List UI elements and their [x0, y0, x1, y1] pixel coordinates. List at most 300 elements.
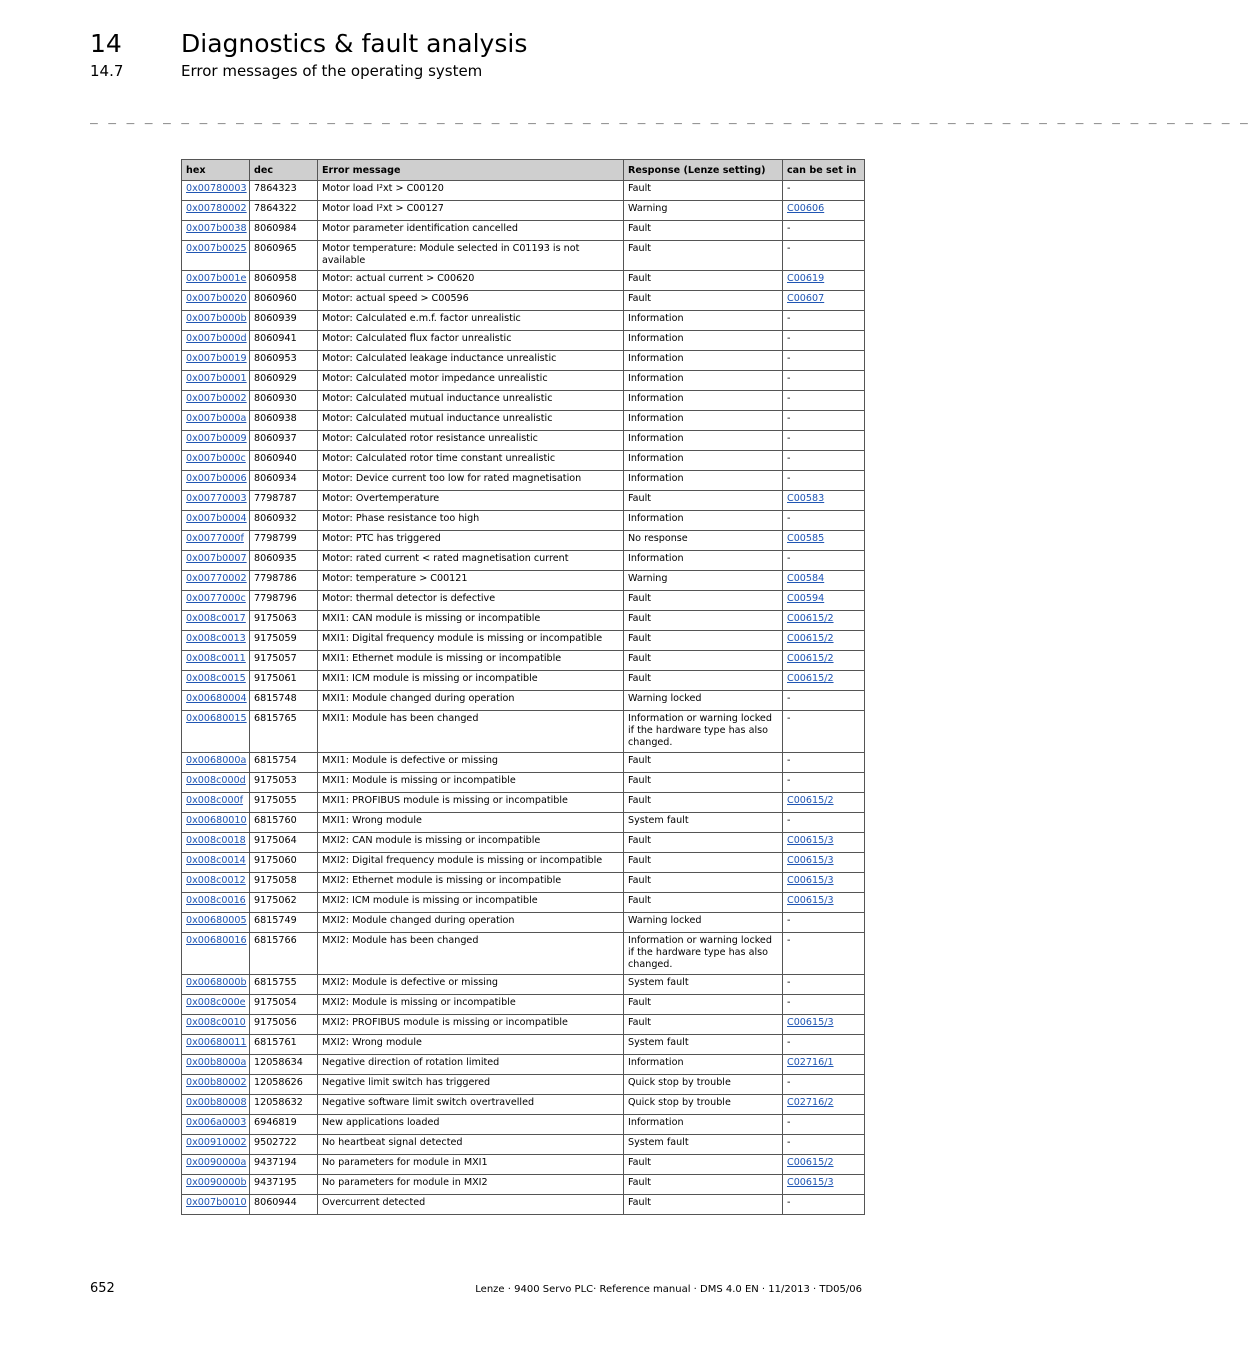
- response-cell: Fault: [624, 611, 783, 631]
- hex-cell: [182, 773, 250, 793]
- hex-cell: [182, 611, 250, 631]
- response-cell: Information: [624, 431, 783, 451]
- error-code-link[interactable]: 0x007b0019: [186, 353, 247, 364]
- parameter-link[interactable]: C00615/2: [787, 633, 834, 644]
- response-cell: Fault: [624, 893, 783, 913]
- can-be-set-in-cell: [783, 201, 865, 221]
- error-code-link[interactable]: 0x007b0007: [186, 553, 247, 564]
- error-message-cell: MXI1: CAN module is missing or incompatible: [318, 611, 624, 631]
- response-cell: No response: [624, 531, 783, 551]
- error-message-cell: MXI2: Ethernet module is missing or incompatible: [318, 873, 624, 893]
- error-message-cell: Negative direction of rotation limited: [318, 1055, 624, 1075]
- hex-cell: [182, 431, 250, 451]
- error-message-cell: Negative limit switch has triggered: [318, 1075, 624, 1095]
- error-message-cell: Motor: Overtemperature: [318, 491, 624, 511]
- error-code-link[interactable]: 0x00680015: [186, 713, 247, 724]
- error-code-link[interactable]: 0x007b000d: [186, 333, 247, 344]
- error-code-link[interactable]: 0x007b0001: [186, 373, 247, 384]
- can-be-set-in-cell: [783, 591, 865, 611]
- error-code-link[interactable]: 0x00680005: [186, 915, 247, 926]
- parameter-link[interactable]: C00619: [787, 273, 825, 284]
- response-cell: Fault: [624, 291, 783, 311]
- response-cell: Information: [624, 451, 783, 471]
- hex-cell: [182, 1115, 250, 1135]
- response-cell: Warning locked: [624, 691, 783, 711]
- table-row: [182, 773, 865, 793]
- table-row: [182, 1115, 865, 1135]
- dec-cell: 9175058: [250, 873, 318, 893]
- can-be-set-in-cell: -: [783, 431, 865, 451]
- dec-cell: 12058634: [250, 1055, 318, 1075]
- col-header-can-be-set-in: can be set in: [783, 160, 865, 181]
- error-code-link[interactable]: 0x008c0012: [186, 875, 246, 886]
- response-cell: Information: [624, 511, 783, 531]
- hex-cell: [182, 241, 250, 271]
- error-message-cell: Motor: Calculated e.m.f. factor unrealistic: [318, 311, 624, 331]
- can-be-set-in-cell: [783, 491, 865, 511]
- footer-reference: Lenze · 9400 Servo PLC· Reference manual · DMS 4.0 EN · 11/2013 · TD05/06: [475, 1284, 862, 1295]
- can-be-set-in-cell: [783, 833, 865, 853]
- error-code-link[interactable]: 0x008c0014: [186, 855, 246, 866]
- section-number: 14.7: [90, 62, 124, 80]
- error-message-cell: Motor: Device current too low for rated magnetisation: [318, 471, 624, 491]
- table-row: [182, 1175, 865, 1195]
- response-cell: System fault: [624, 813, 783, 833]
- hex-cell: [182, 975, 250, 995]
- response-cell: Fault: [624, 671, 783, 691]
- error-message-cell: Overcurrent detected: [318, 1195, 624, 1215]
- table-row: [182, 591, 865, 611]
- error-code-link[interactable]: 0x007b0025: [186, 243, 247, 254]
- error-code-link[interactable]: 0x008c0018: [186, 835, 246, 846]
- hex-cell: [182, 291, 250, 311]
- error-code-link[interactable]: 0x007b0010: [186, 1197, 247, 1208]
- parameter-link[interactable]: C00585: [787, 533, 825, 544]
- error-code-link[interactable]: 0x0090000b: [186, 1177, 247, 1188]
- table-row: [182, 471, 865, 491]
- chapter-title: Diagnostics & fault analysis: [181, 29, 528, 58]
- dec-cell: 8060938: [250, 411, 318, 431]
- error-message-cell: MXI1: Digital frequency module is missing or incompatible: [318, 631, 624, 651]
- error-message-cell: New applications loaded: [318, 1115, 624, 1135]
- can-be-set-in-cell: -: [783, 451, 865, 471]
- can-be-set-in-cell: -: [783, 331, 865, 351]
- dec-cell: 9175055: [250, 793, 318, 813]
- dec-cell: 8060929: [250, 371, 318, 391]
- error-code-link[interactable]: 0x007b0004: [186, 513, 247, 524]
- error-code-link[interactable]: 0x007b000a: [186, 413, 247, 424]
- hex-cell: [182, 471, 250, 491]
- table-row: [182, 913, 865, 933]
- error-message-cell: MXI1: PROFIBUS module is missing or incompatible: [318, 793, 624, 813]
- dec-cell: 9175061: [250, 671, 318, 691]
- table-row: [182, 1035, 865, 1055]
- error-code-link[interactable]: 0x00780002: [186, 203, 247, 214]
- table-row: [182, 451, 865, 471]
- response-cell: Fault: [624, 241, 783, 271]
- col-header-response: Response (Lenze setting): [624, 160, 783, 181]
- dec-cell: 6815754: [250, 753, 318, 773]
- table-header-row: [182, 160, 865, 181]
- dec-cell: 6946819: [250, 1115, 318, 1135]
- can-be-set-in-cell: -: [783, 995, 865, 1015]
- can-be-set-in-cell: [783, 1015, 865, 1035]
- parameter-link[interactable]: C00615/2: [787, 1157, 834, 1168]
- response-cell: Fault: [624, 221, 783, 241]
- can-be-set-in-cell: -: [783, 371, 865, 391]
- response-cell: Fault: [624, 1175, 783, 1195]
- dec-cell: 6815748: [250, 691, 318, 711]
- can-be-set-in-cell: [783, 611, 865, 631]
- can-be-set-in-cell: -: [783, 975, 865, 995]
- error-message-cell: Motor: Phase resistance too high: [318, 511, 624, 531]
- can-be-set-in-cell: -: [783, 813, 865, 833]
- dec-cell: 6815760: [250, 813, 318, 833]
- dec-cell: 9175062: [250, 893, 318, 913]
- dec-cell: 6815766: [250, 933, 318, 975]
- error-message-cell: Motor: Calculated mutual inductance unrealistic: [318, 411, 624, 431]
- hex-cell: [182, 1055, 250, 1075]
- response-cell: Fault: [624, 1015, 783, 1035]
- error-message-cell: MXI2: Wrong module: [318, 1035, 624, 1055]
- dec-cell: 8060958: [250, 271, 318, 291]
- hex-cell: [182, 833, 250, 853]
- can-be-set-in-cell: [783, 873, 865, 893]
- response-cell: Fault: [624, 773, 783, 793]
- error-code-link[interactable]: 0x007b0038: [186, 223, 247, 234]
- response-cell: Information: [624, 351, 783, 371]
- error-code-link[interactable]: 0x00780003: [186, 183, 247, 194]
- can-be-set-in-cell: -: [783, 753, 865, 773]
- error-code-link[interactable]: 0x008c0016: [186, 895, 246, 906]
- dec-cell: 7798796: [250, 591, 318, 611]
- can-be-set-in-cell: [783, 1055, 865, 1075]
- can-be-set-in-cell: -: [783, 773, 865, 793]
- error-message-cell: Motor: Calculated rotor time constant unrealistic: [318, 451, 624, 471]
- hex-cell: [182, 391, 250, 411]
- hex-cell: [182, 913, 250, 933]
- table-row: [182, 1195, 865, 1215]
- hex-cell: [182, 371, 250, 391]
- dec-cell: 8060965: [250, 241, 318, 271]
- dec-cell: 8060984: [250, 221, 318, 241]
- error-message-cell: MXI1: Module is missing or incompatible: [318, 773, 624, 793]
- dec-cell: 9175057: [250, 651, 318, 671]
- error-message-cell: Motor: actual current > C00620: [318, 271, 624, 291]
- hex-cell: [182, 853, 250, 873]
- response-cell: Warning: [624, 201, 783, 221]
- error-code-link[interactable]: 0x00680011: [186, 1037, 247, 1048]
- error-message-cell: MXI2: Module is defective or missing: [318, 975, 624, 995]
- error-code-link[interactable]: 0x0077000c: [186, 593, 246, 604]
- error-message-cell: MXI2: Module is missing or incompatible: [318, 995, 624, 1015]
- error-message-cell: MXI1: ICM module is missing or incompatible: [318, 671, 624, 691]
- dec-cell: 6815755: [250, 975, 318, 995]
- parameter-link[interactable]: C00615/2: [787, 673, 834, 684]
- response-cell: Information: [624, 551, 783, 571]
- hex-cell: [182, 571, 250, 591]
- can-be-set-in-cell: -: [783, 181, 865, 201]
- error-code-link[interactable]: 0x00770003: [186, 493, 247, 504]
- table-row: [182, 271, 865, 291]
- dec-cell: 8060939: [250, 311, 318, 331]
- can-be-set-in-cell: [783, 1175, 865, 1195]
- response-cell: Fault: [624, 1155, 783, 1175]
- hex-cell: [182, 631, 250, 651]
- table-row: [182, 873, 865, 893]
- parameter-link[interactable]: C00584: [787, 573, 825, 584]
- parameter-link[interactable]: C00615/2: [787, 613, 834, 624]
- table-row: [182, 793, 865, 813]
- response-cell: Fault: [624, 995, 783, 1015]
- can-be-set-in-cell: -: [783, 1035, 865, 1055]
- response-cell: Information or warning locked if the hardware type has also changed.: [624, 933, 783, 975]
- error-code-link[interactable]: 0x007b000c: [186, 453, 246, 464]
- table-row: [182, 291, 865, 311]
- can-be-set-in-cell: -: [783, 691, 865, 711]
- dec-cell: 8060930: [250, 391, 318, 411]
- dec-cell: 9175056: [250, 1015, 318, 1035]
- error-code-link[interactable]: 0x008c0017: [186, 613, 246, 624]
- hex-cell: [182, 813, 250, 833]
- error-code-link[interactable]: 0x0090000a: [186, 1157, 247, 1168]
- table-row: [182, 411, 865, 431]
- error-code-link[interactable]: 0x008c0010: [186, 1017, 246, 1028]
- error-code-link[interactable]: 0x00770002: [186, 573, 247, 584]
- dec-cell: 12058626: [250, 1075, 318, 1095]
- section-title: Error messages of the operating system: [181, 62, 483, 80]
- parameter-link[interactable]: C00606: [787, 203, 825, 214]
- error-code-link[interactable]: 0x00b80008: [186, 1097, 247, 1108]
- dec-cell: 9175063: [250, 611, 318, 631]
- response-cell: Fault: [624, 753, 783, 773]
- error-message-cell: Motor load I²xt > C00120: [318, 181, 624, 201]
- parameter-link[interactable]: C02716/2: [787, 1097, 834, 1108]
- error-code-link[interactable]: 0x007b0002: [186, 393, 247, 404]
- response-cell: Quick stop by trouble: [624, 1075, 783, 1095]
- parameter-link[interactable]: C00615/3: [787, 1017, 834, 1028]
- dec-cell: 7798787: [250, 491, 318, 511]
- hex-cell: [182, 671, 250, 691]
- error-code-link[interactable]: 0x00b80002: [186, 1077, 247, 1088]
- hex-cell: [182, 1015, 250, 1035]
- dec-cell: 7864323: [250, 181, 318, 201]
- table-row: [182, 893, 865, 913]
- dec-cell: 9175054: [250, 995, 318, 1015]
- dec-cell: 8060937: [250, 431, 318, 451]
- error-code-link[interactable]: 0x00680016: [186, 935, 247, 946]
- error-code-link[interactable]: 0x00680004: [186, 693, 247, 704]
- error-message-cell: Motor: Calculated rotor resistance unrealistic: [318, 431, 624, 451]
- response-cell: Quick stop by trouble: [624, 1095, 783, 1115]
- table-row: [182, 371, 865, 391]
- error-code-link[interactable]: 0x008c000d: [186, 775, 246, 786]
- table-row: [182, 995, 865, 1015]
- error-code-link[interactable]: 0x0068000b: [186, 977, 247, 988]
- dec-cell: 8060953: [250, 351, 318, 371]
- can-be-set-in-cell: [783, 671, 865, 691]
- error-message-cell: MXI2: ICM module is missing or incompatible: [318, 893, 624, 913]
- hex-cell: [182, 411, 250, 431]
- hex-cell: [182, 651, 250, 671]
- response-cell: Information: [624, 311, 783, 331]
- parameter-link[interactable]: C00615/3: [787, 1177, 834, 1188]
- error-message-cell: MXI1: Module is defective or missing: [318, 753, 624, 773]
- error-message-cell: Motor load I²xt > C00127: [318, 201, 624, 221]
- can-be-set-in-cell: [783, 631, 865, 651]
- error-message-cell: Motor: Calculated motor impedance unrealistic: [318, 371, 624, 391]
- error-message-cell: MXI2: Module changed during operation: [318, 913, 624, 933]
- hex-cell: [182, 201, 250, 221]
- error-message-cell: Motor: PTC has triggered: [318, 531, 624, 551]
- error-message-cell: MXI1: Module has been changed: [318, 711, 624, 753]
- can-be-set-in-cell: -: [783, 1135, 865, 1155]
- parameter-link[interactable]: C00615/3: [787, 835, 834, 846]
- error-code-link[interactable]: 0x0077000f: [186, 533, 244, 544]
- error-code-link[interactable]: 0x008c0015: [186, 673, 246, 684]
- table-row: [182, 691, 865, 711]
- response-cell: Fault: [624, 491, 783, 511]
- table-row: [182, 813, 865, 833]
- table-row: [182, 711, 865, 753]
- response-cell: Fault: [624, 271, 783, 291]
- dec-cell: 8060940: [250, 451, 318, 471]
- hex-cell: [182, 933, 250, 975]
- dec-cell: 8060935: [250, 551, 318, 571]
- error-message-cell: Motor: thermal detector is defective: [318, 591, 624, 611]
- dec-cell: 8060932: [250, 511, 318, 531]
- can-be-set-in-cell: -: [783, 471, 865, 491]
- error-message-cell: No parameters for module in MXI2: [318, 1175, 624, 1195]
- can-be-set-in-cell: [783, 571, 865, 591]
- table-row: [182, 241, 865, 271]
- can-be-set-in-cell: -: [783, 913, 865, 933]
- table-row: [182, 511, 865, 531]
- can-be-set-in-cell: -: [783, 351, 865, 371]
- error-code-link[interactable]: 0x00680010: [186, 815, 247, 826]
- error-code-link[interactable]: 0x00b8000a: [186, 1057, 247, 1068]
- parameter-link[interactable]: C00607: [787, 293, 825, 304]
- dec-cell: 7864322: [250, 201, 318, 221]
- parameter-link[interactable]: C00615/3: [787, 875, 834, 886]
- dec-cell: 8060941: [250, 331, 318, 351]
- error-message-cell: Negative software limit switch overtravelled: [318, 1095, 624, 1115]
- response-cell: Information: [624, 331, 783, 351]
- error-message-cell: Motor: Calculated leakage inductance unrealistic: [318, 351, 624, 371]
- can-be-set-in-cell: -: [783, 391, 865, 411]
- hex-cell: [182, 873, 250, 893]
- parameter-link[interactable]: C00615/3: [787, 855, 834, 866]
- error-code-link[interactable]: 0x00910002: [186, 1137, 247, 1148]
- table-row: [182, 833, 865, 853]
- response-cell: Information: [624, 471, 783, 491]
- parameter-link[interactable]: C00583: [787, 493, 825, 504]
- response-cell: Information: [624, 391, 783, 411]
- can-be-set-in-cell: [783, 271, 865, 291]
- error-code-link[interactable]: 0x008c000f: [186, 795, 244, 806]
- table-row: [182, 311, 865, 331]
- hex-cell: [182, 221, 250, 241]
- response-cell: Information: [624, 1115, 783, 1135]
- hex-cell: [182, 311, 250, 331]
- can-be-set-in-cell: -: [783, 1075, 865, 1095]
- error-code-link[interactable]: 0x006a0003: [186, 1117, 247, 1128]
- parameter-link[interactable]: C02716/1: [787, 1057, 834, 1068]
- table-row: [182, 671, 865, 691]
- chapter-number: 14: [90, 29, 122, 58]
- dec-cell: 9175059: [250, 631, 318, 651]
- error-message-cell: Motor temperature: Module selected in C01193 is not available: [318, 241, 624, 271]
- error-code-link[interactable]: 0x008c0011: [186, 653, 246, 664]
- response-cell: Information or warning locked if the hardware type has also changed.: [624, 711, 783, 753]
- table-row: [182, 651, 865, 671]
- response-cell: Fault: [624, 873, 783, 893]
- response-cell: Fault: [624, 833, 783, 853]
- can-be-set-in-cell: [783, 793, 865, 813]
- table-row: [182, 1135, 865, 1155]
- dec-cell: 8060960: [250, 291, 318, 311]
- parameter-link[interactable]: C00594: [787, 593, 825, 604]
- hex-cell: [182, 1095, 250, 1115]
- response-cell: Warning: [624, 571, 783, 591]
- hex-cell: [182, 1135, 250, 1155]
- col-header-dec: dec: [250, 160, 318, 181]
- dec-cell: 6815761: [250, 1035, 318, 1055]
- parameter-link[interactable]: C00615/2: [787, 795, 834, 806]
- header-rule: _ _ _ _ _ _ _ _ _ _ _ _ _ _ _ _ _ _ _ _ _ _ _ _ _ _ _ _ _ _ _ _ _ _ _ _ _ _ _ _ _ _ _ _ _ _ _ _ _ _ _ _ _ _ _ _ _ _ _ _ _ _ _ _: [90, 110, 1249, 125]
- table-row: [182, 201, 865, 221]
- parameter-link[interactable]: C00615/2: [787, 653, 834, 664]
- error-code-link[interactable]: 0x007b001e: [186, 273, 247, 284]
- error-message-cell: Motor: actual speed > C00596: [318, 291, 624, 311]
- dec-cell: 6815749: [250, 913, 318, 933]
- error-code-link[interactable]: 0x007b000b: [186, 313, 247, 324]
- error-code-link[interactable]: 0x0068000a: [186, 755, 247, 766]
- error-message-cell: Motor: Calculated flux factor unrealistic: [318, 331, 624, 351]
- can-be-set-in-cell: [783, 531, 865, 551]
- dec-cell: 8060944: [250, 1195, 318, 1215]
- error-code-link[interactable]: 0x007b0020: [186, 293, 247, 304]
- error-code-link[interactable]: 0x008c000e: [186, 997, 246, 1008]
- error-message-cell: Motor parameter identification cancelled: [318, 221, 624, 241]
- hex-cell: [182, 551, 250, 571]
- table-row: [182, 933, 865, 975]
- hex-cell: [182, 793, 250, 813]
- error-message-cell: MXI2: CAN module is missing or incompatible: [318, 833, 624, 853]
- response-cell: Fault: [624, 591, 783, 611]
- table-row: [182, 391, 865, 411]
- hex-cell: [182, 591, 250, 611]
- hex-cell: [182, 1075, 250, 1095]
- dec-cell: 9502722: [250, 1135, 318, 1155]
- can-be-set-in-cell: [783, 291, 865, 311]
- response-cell: Information: [624, 371, 783, 391]
- table-row: [182, 571, 865, 591]
- response-cell: Fault: [624, 181, 783, 201]
- table-row: [182, 221, 865, 241]
- hex-cell: [182, 531, 250, 551]
- dec-cell: 8060934: [250, 471, 318, 491]
- can-be-set-in-cell: [783, 853, 865, 873]
- response-cell: Warning locked: [624, 913, 783, 933]
- error-code-link[interactable]: 0x008c0013: [186, 633, 246, 644]
- hex-cell: [182, 753, 250, 773]
- parameter-link[interactable]: C00615/3: [787, 895, 834, 906]
- error-code-link[interactable]: 0x007b0009: [186, 433, 247, 444]
- error-message-cell: MXI1: Wrong module: [318, 813, 624, 833]
- error-code-link[interactable]: 0x007b0006: [186, 473, 247, 484]
- dec-cell: 9175064: [250, 833, 318, 853]
